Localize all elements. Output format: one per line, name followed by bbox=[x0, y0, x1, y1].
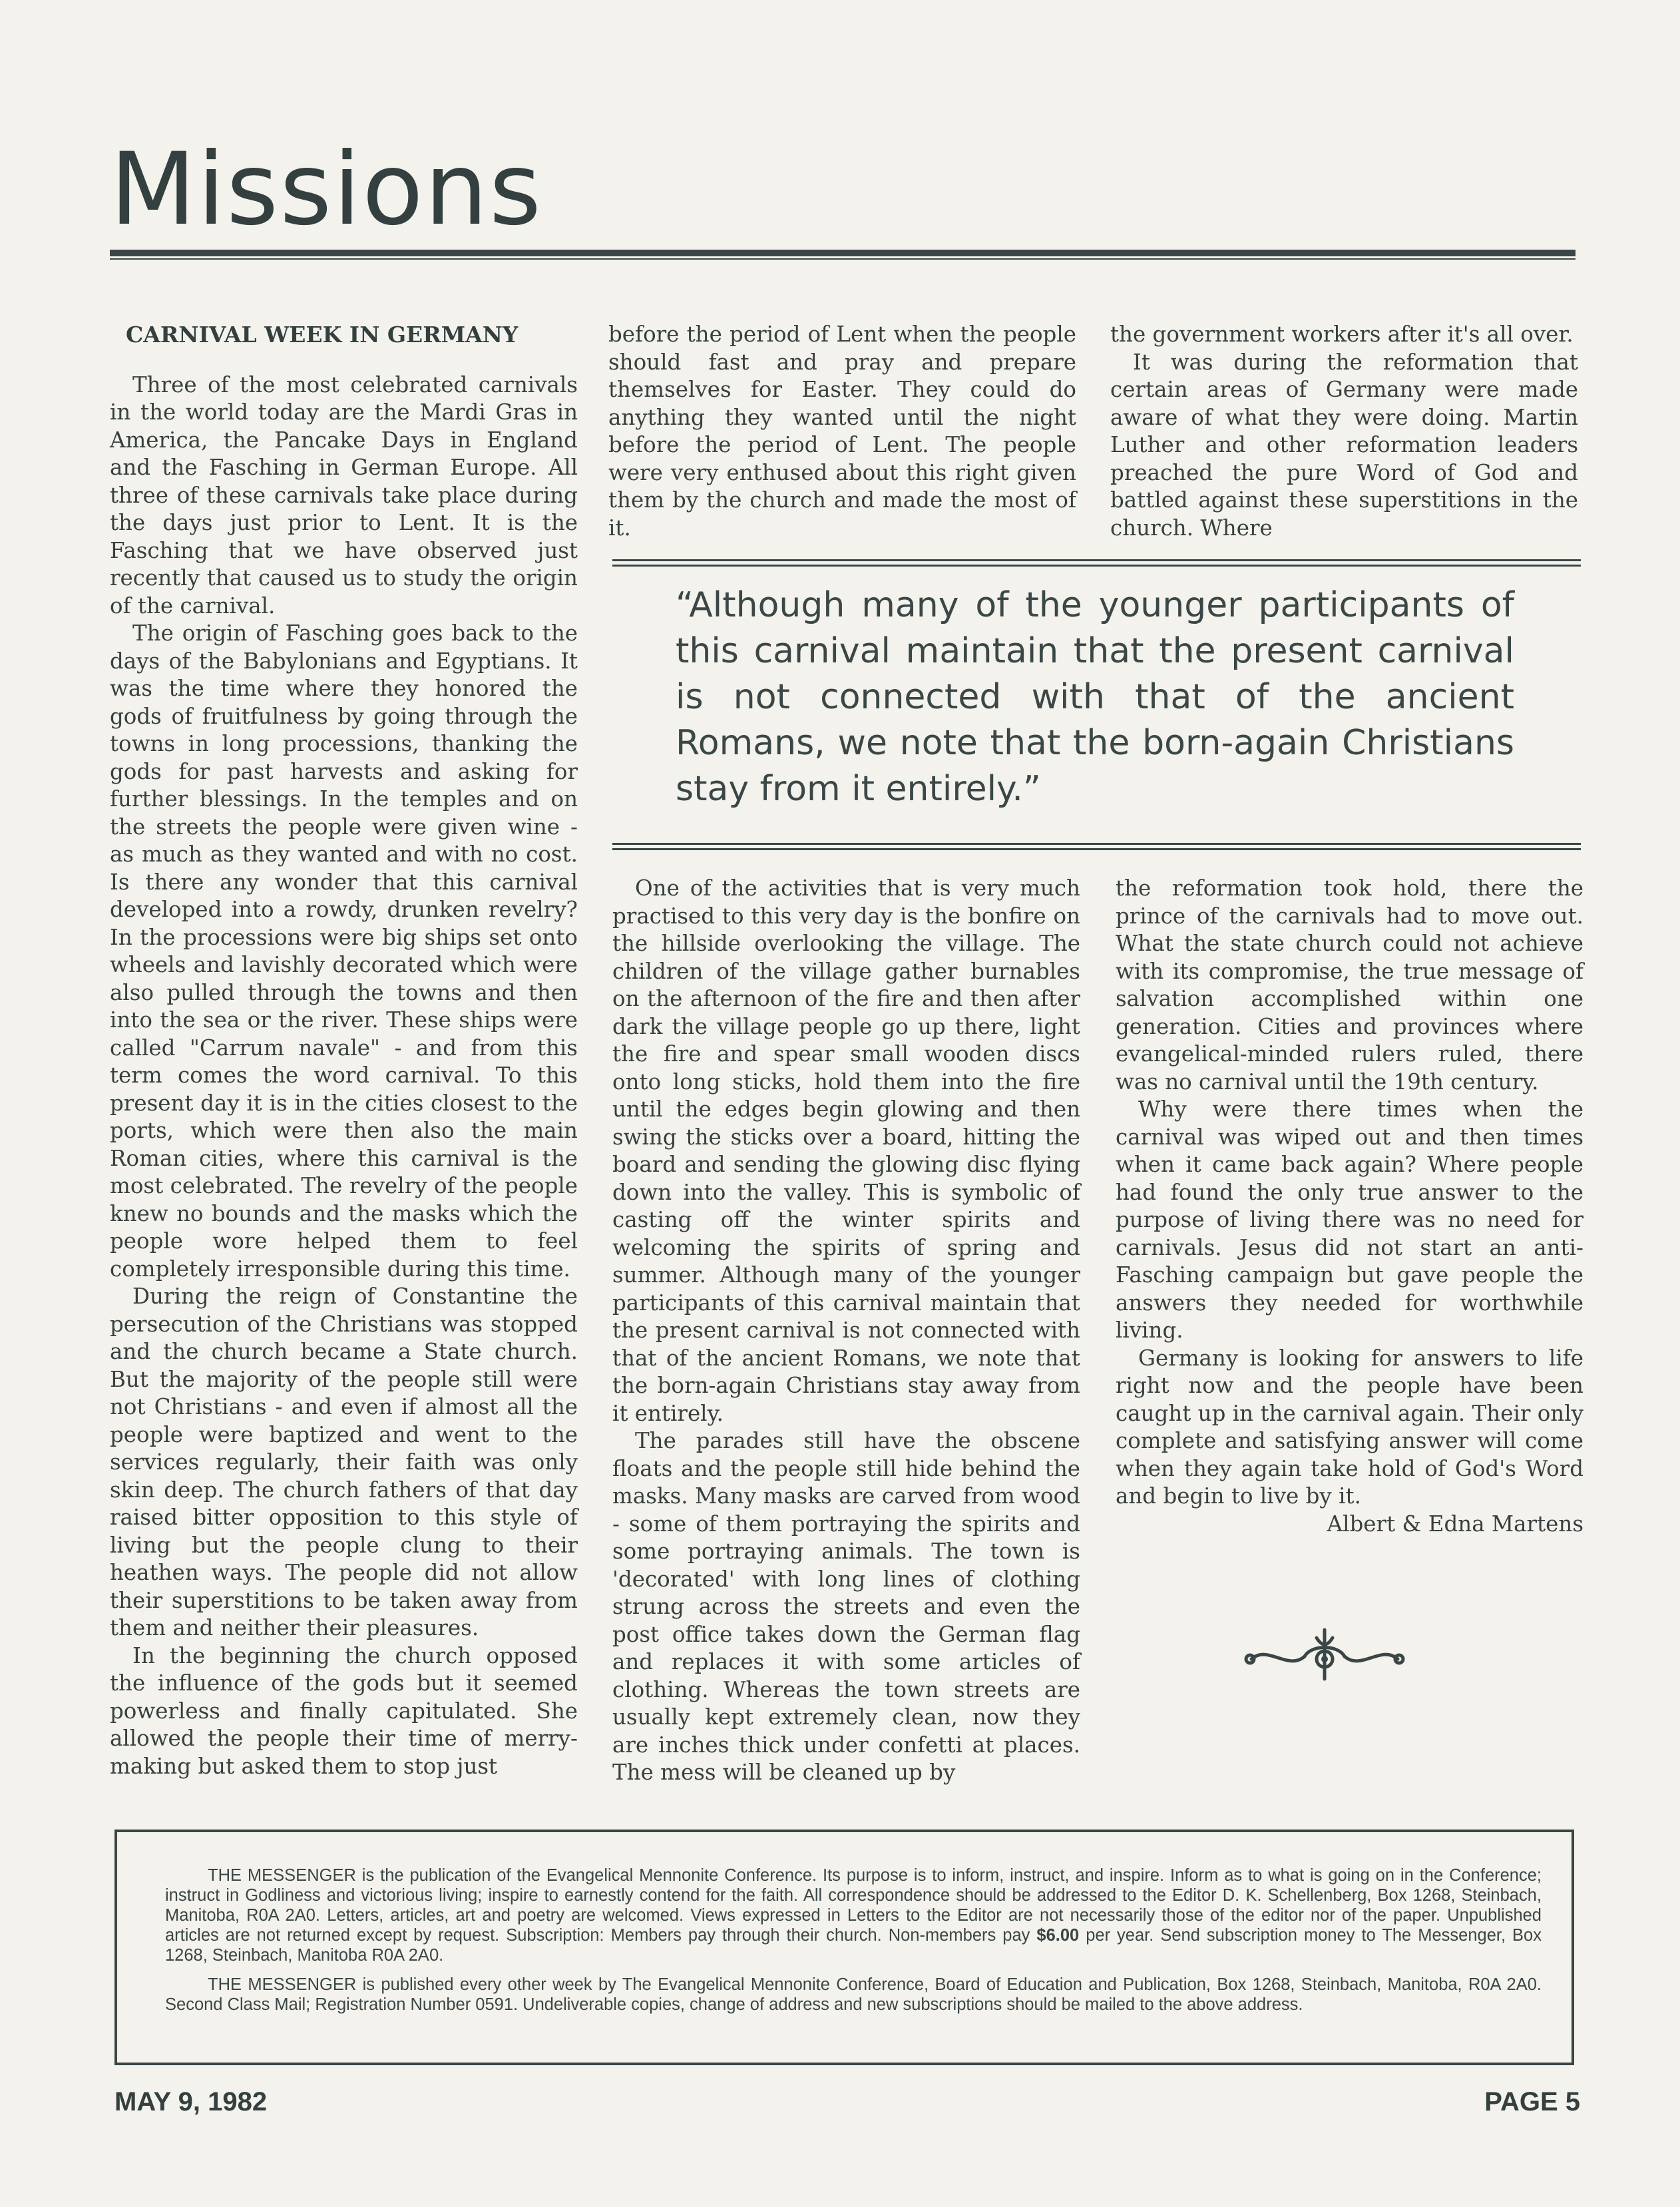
publication-notice bbox=[114, 1830, 1574, 2065]
pull-quote: “Although many of the younger participants of this carnival maintain that the present carnival is not connected with that of the ancient Romans, we note that the born-again Christians stay from it entirely.” bbox=[676, 585, 1514, 809]
article-column-2-top bbox=[608, 321, 1076, 542]
article-column-3-top bbox=[1110, 321, 1578, 542]
notice-paragraph-1 bbox=[165, 1865, 1542, 1965]
paragraph: Three of the most celebrated carnivals in the world today are the Mardi Gras in America, the Pancake Days in England and the Fasching in German Europe. All three of these carnivals take place during the days just prior to Lent. It is the Fasching that we have observed just recently that caused us to study the origin of the carnival. bbox=[110, 371, 578, 618]
paragraph: In the beginning the church opposed the influence of the gods but it seemed powerless and finally capitulated. She allowed the people their time of merry-making but asked them to stop just bbox=[110, 1642, 578, 1779]
quote-rule-bottom-2 bbox=[612, 848, 1581, 850]
author-signature: Albert & Edna Martens bbox=[1327, 1511, 1583, 1537]
article-headline: CARNIVAL WEEK IN GERMANY bbox=[126, 322, 519, 348]
paragraph: Germany is looking for answers to life right now and the people have been caught up in the carnival again. Their only complete and satisfying answer will come when they again take hold of God's Word and begin to live by it. bbox=[1116, 1345, 1583, 1509]
header-rule bbox=[110, 250, 1575, 256]
paragraph: The origin of Fasching goes back to the days of the Babylonians and Egyptians. It was the time where they honored the gods of fruitfulness by going through the towns in long processions, thanking the gods for past harvests and asking for further blessings. In the temples and on the streets the people were given wine - as much as they wanted and with no cost. Is there any wonder that this carnival developed into a rowdy, drunken revelry? In the processions were big ships set onto wheels and lavishly decorated which were also pulled through the towns and then into the sea or the river. These ships were called "Carrum navale" - and from this term comes the word carnival. To this present day it is in the cities closest to the ports, which were then also the main Roman cities, where this carnival is the most celebrated. The revelry of the people knew no bounds and the masks which the people wore helped them to feel completely irresponsible during this time. bbox=[110, 620, 578, 1282]
issue-date: MAY 9, 1982 bbox=[114, 2087, 268, 2116]
article-column-2-bottom bbox=[612, 875, 1080, 1787]
subscription-price: $6.00 bbox=[1036, 1926, 1080, 1945]
header-rule-thin bbox=[110, 258, 1575, 260]
paragraph: Why were there times when the carnival was wiped out and then times when it came back again? Where people had found the only true answer to the purpose of living there was no need for carnivals. Jesus did not start an anti-Fasching campaign but gave people the answers they needed for worthwhile living. bbox=[1116, 1097, 1583, 1343]
quote-rule-top bbox=[612, 559, 1581, 561]
notice-text: THE MESSENGER is the publication of the Evangelical Mennonite Conference. Its purpose is to inform, instruct, and inspire. Inform as to what is going on in the Conference; instruct in Godliness and victorious living; inspire to earnestly contend for the faith. All correspondence should be addressed to the Editor D. K. Schellenberg, Box 1268, Steinbach, Manitoba, R0A 2A0. Letters, articles, art and poetry are welcomed. Views expressed in Letters to the Editor are not necessarily those of the editor nor of the paper. Unpublished articles are not returned except by request. Subscription: Members pay through their church. Non-members pay bbox=[165, 1866, 1542, 1945]
notice-paragraph-2: THE MESSENGER is published every other week by The Evangelical Mennonite Conference, Board of Education and Publication, Box 1268, Steinbach, Manitoba, R0A 2A0. Second Class Mail; Registration Number 0591. Undeliverable copies, change of address and new subscriptions should be mailed to the above address. bbox=[165, 1975, 1542, 2014]
quote-rule-top-2 bbox=[612, 565, 1581, 567]
article-column-3-bottom bbox=[1116, 875, 1583, 1538]
quote-rule-bottom bbox=[612, 843, 1581, 845]
paragraph: One of the activities that is very much practised to this very day is the bonfire on the hillside overlooking the village. The children of the village gather burnables on the afternoon of the fire and then after dark the village people go up there, light the fire and spear small wooden discs onto long sticks, hold them into the fire until the edges begin glowing and then swing the sticks over a board, hitting the board and sending the glowing disc flying down into the valley. This is symbolic of casting off the winter spirits and welcoming the spirits of spring and summer. Although many of the younger participants of this carnival maintain that the present carnival is not connected with that of the ancient Romans, we note that the born-again Christians stay away from it entirely. bbox=[612, 875, 1080, 1426]
section-title: Missions bbox=[110, 132, 543, 248]
paragraph: During the reign of Constantine the persecution of the Christians was stopped and the church became a State church. But the majority of the people still were not Christians - and even if almost all the people were baptized and went to the services regularly, their faith was only skin deep. The church fathers of that day raised bitter opposition to this style of living but the people clung to their heathen ways. The people did not allow their superstitions to be taken away from them and neither their pleasures. bbox=[110, 1284, 578, 1640]
paragraph: It was during the reformation that certain areas of Germany were made aware of what they were doing. Martin Luther and other reformation leaders preached the pure Word of God and battled against these superstitions in the church. Where bbox=[1110, 349, 1578, 541]
paragraph: the reformation took hold, there the prince of the carnivals had to move out. What the state church could not achieve with its compromise, the true message of salvation accomplished within one generation. Cities and provinces where evangelical-minded rulers ruled, there was no carnival until the 19th century. bbox=[1116, 875, 1583, 1095]
paragraph: The parades still have the obscene floats and the people still hide behind the masks. Many masks are carved from wood - some of them portraying the spirits and some portraying animals. The town is 'decorated' with long lines of clothing strung across the streets and even the post office takes down the German flag and replaces it with some articles of clothing. Whereas the town streets are usually kept extremely clean, now they are inches thick under confetti at places. The mess will be cleaned up by bbox=[612, 1428, 1080, 1785]
paragraph: the government workers after it's all over. bbox=[1110, 322, 1574, 347]
fleuron-ornament-icon bbox=[1238, 1624, 1411, 1688]
article-column-1 bbox=[110, 321, 578, 1780]
page-number: PAGE 5 bbox=[1484, 2087, 1580, 2116]
paragraph: before the period of Lent when the people should fast and pray and prepare themselves for Easter. They could do anything they wanted until the night before the period of Lent. The people were very enthused about this right given them by the church and made the most of it. bbox=[608, 322, 1076, 541]
notice-text-end: per year. Send subscription money to The Messenger, Box 1268, Steinbach, Manitoba R0A 2A0. bbox=[165, 1926, 1542, 1965]
